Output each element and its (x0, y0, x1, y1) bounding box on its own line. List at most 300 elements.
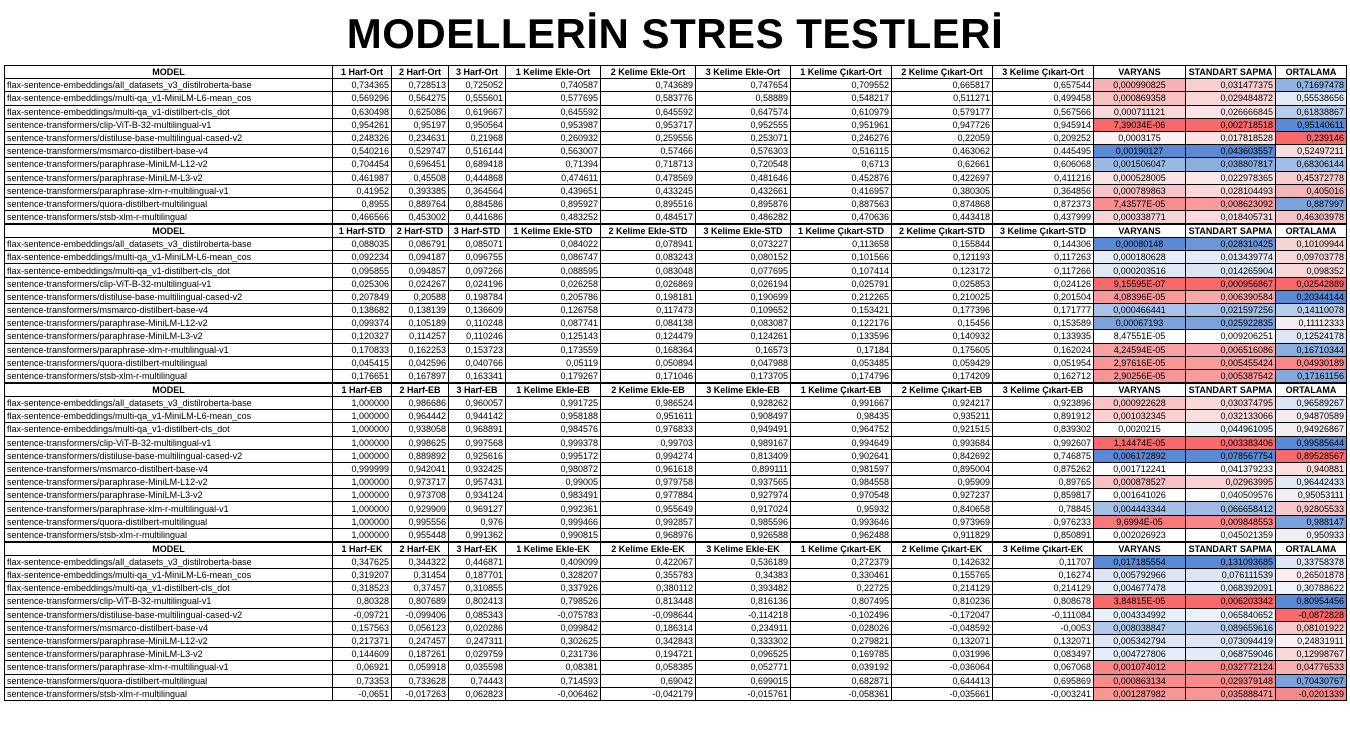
table-row (5, 304, 1347, 317)
value-cell-harf-1: 0,088035 (333, 238, 392, 251)
value-cell-harf-1: 1,000000 (333, 528, 392, 542)
value-cell-harf-2: 0,625086 (392, 105, 449, 118)
value-cell-harf-2: 0,973717 (392, 476, 449, 489)
table-row (5, 396, 1347, 409)
value-cell-kelime-cikart-1: 0,709552 (791, 79, 892, 92)
value-cell-standart-sapma: 0,073094419 (1186, 634, 1276, 647)
value-cell-standart-sapma: 0,014265904 (1186, 264, 1276, 277)
value-cell-kelime-ekle-3: 0,917024 (696, 502, 791, 515)
table-row (5, 608, 1347, 621)
value-cell-varyans: 0,001287982 (1094, 687, 1186, 700)
value-cell-ortalama: 0,30788622 (1276, 582, 1347, 595)
table-row (5, 489, 1347, 502)
value-cell-kelime-ekle-1: 0,958188 (506, 410, 601, 423)
model-name-cell: sentence-transformers/quora-distilbert-multilingual (5, 197, 333, 210)
value-cell-harf-3: 0,136609 (449, 304, 506, 317)
value-cell-kelime-cikart-1: 0,902641 (791, 449, 892, 462)
value-cell-standart-sapma: 0,000956867 (1186, 277, 1276, 290)
value-cell-kelime-cikart-3: 0,992607 (993, 436, 1094, 449)
column-header-harf-1: 1 Harf-STD (333, 224, 392, 238)
value-cell-varyans: 0,0003175 (1094, 131, 1186, 144)
column-header-harf-3: 3 Harf-STD (449, 224, 506, 238)
value-cell-kelime-ekle-3: 0,937565 (696, 476, 791, 489)
value-cell-varyans: 0,017185554 (1094, 555, 1186, 568)
model-name-cell: sentence-transformers/paraphrase-MiniLM-L3-v2 (5, 489, 333, 502)
value-cell-kelime-ekle-2: 0,355783 (601, 569, 696, 582)
value-cell-harf-1: 0,461987 (333, 171, 392, 184)
table-row (5, 197, 1347, 210)
value-cell-kelime-cikart-1: 0,964752 (791, 423, 892, 436)
table-row (5, 369, 1347, 383)
value-cell-kelime-cikart-3: 0,162024 (993, 343, 1094, 356)
table-row (5, 238, 1347, 251)
table-row (5, 211, 1347, 225)
value-cell-harf-3: 0,997568 (449, 436, 506, 449)
value-cell-standart-sapma: 0,003383406 (1186, 436, 1276, 449)
value-cell-kelime-ekle-1: 0,999378 (506, 436, 601, 449)
value-cell-kelime-cikart-2: 0,177396 (892, 304, 993, 317)
value-cell-standart-sapma: 0,006390584 (1186, 290, 1276, 303)
value-cell-varyans: 9,15595E-07 (1094, 277, 1186, 290)
column-header-kelime-ekle-3: 3 Kelime Ekle-EB (696, 383, 791, 397)
value-cell-harf-3: 0,884586 (449, 197, 506, 210)
value-cell-kelime-cikart-3: 0,872373 (993, 197, 1094, 210)
table-row (5, 687, 1347, 700)
model-name-cell: sentence-transformers/stsb-xlm-r-multilingual (5, 687, 333, 700)
value-cell-kelime-ekle-3: 0,096525 (696, 648, 791, 661)
value-cell-ortalama: 0,405016 (1276, 184, 1347, 197)
table-row (5, 462, 1347, 475)
stress-test-table (4, 65, 1347, 701)
value-cell-harf-3: 0,097266 (449, 264, 506, 277)
value-cell-ortalama: 0,45372778 (1276, 171, 1347, 184)
value-cell-harf-2: 0,086791 (392, 238, 449, 251)
value-cell-kelime-ekle-3: 0,073227 (696, 238, 791, 251)
value-cell-harf-1: 1,000000 (333, 436, 392, 449)
value-cell-kelime-cikart-1: 0,107414 (791, 264, 892, 277)
value-cell-harf-2: 0,234631 (392, 131, 449, 144)
column-header-ortalama: ORTALAMA (1276, 383, 1347, 397)
value-cell-kelime-ekle-2: 0,186314 (601, 621, 696, 634)
value-cell-kelime-ekle-2: 0,976833 (601, 423, 696, 436)
value-cell-varyans: 0,00190127 (1094, 145, 1186, 158)
value-cell-ortalama: 0,89528567 (1276, 449, 1347, 462)
value-cell-standart-sapma: 0,018405731 (1186, 211, 1276, 225)
value-cell-kelime-ekle-3: 0,576303 (696, 145, 791, 158)
value-cell-standart-sapma: 0,032772124 (1186, 661, 1276, 674)
value-cell-kelime-ekle-1: 0,984576 (506, 423, 601, 436)
value-cell-harf-1: 0,318523 (333, 582, 392, 595)
value-cell-kelime-ekle-1: 0,084022 (506, 238, 601, 251)
column-header-kelime-ekle-3: 3 Kelime Ekle-Ort (696, 66, 791, 79)
value-cell-kelime-ekle-2: 0,050894 (601, 356, 696, 369)
value-cell-ortalama: 0,988147 (1276, 515, 1347, 528)
model-name-cell: flax-sentence-embeddings/all_datasets_v3_distilroberta-base (5, 238, 333, 251)
value-cell-harf-1: 0,319207 (333, 569, 392, 582)
value-cell-standart-sapma: 0,006203342 (1186, 595, 1276, 608)
table-row (5, 661, 1347, 674)
value-cell-kelime-cikart-1: 0,330461 (791, 569, 892, 582)
value-cell-harf-1: 0,095855 (333, 264, 392, 277)
value-cell-kelime-ekle-1: 0,991725 (506, 396, 601, 409)
value-cell-kelime-ekle-2: 0,977884 (601, 489, 696, 502)
value-cell-kelime-ekle-1: 0,231736 (506, 648, 601, 661)
value-cell-kelime-cikart-3: 0,162712 (993, 369, 1094, 383)
value-cell-kelime-cikart-3: 0,117263 (993, 251, 1094, 264)
value-cell-ortalama: 0,24831911 (1276, 634, 1347, 647)
value-cell-varyans: 4,08396E-05 (1094, 290, 1186, 303)
value-cell-varyans: 0,000789863 (1094, 184, 1186, 197)
value-cell-harf-3: 0,21968 (449, 131, 506, 144)
value-cell-harf-3: 0,110246 (449, 330, 506, 343)
value-cell-harf-1: -0,0651 (333, 687, 392, 700)
column-header-varyans: VARYANS (1094, 66, 1186, 79)
table-row (5, 648, 1347, 661)
value-cell-kelime-ekle-1: 0,328207 (506, 569, 601, 582)
value-cell-kelime-ekle-2: 0,953717 (601, 118, 696, 131)
value-cell-harf-2: 0,105189 (392, 317, 449, 330)
value-cell-ortalama: 0,098352 (1276, 264, 1347, 277)
value-cell-kelime-ekle-2: 0,979758 (601, 476, 696, 489)
value-cell-varyans: 0,004727806 (1094, 648, 1186, 661)
value-cell-varyans: 0,001032345 (1094, 410, 1186, 423)
value-cell-harf-1: 0,540216 (333, 145, 392, 158)
value-cell-kelime-cikart-3: 0,976233 (993, 515, 1094, 528)
value-cell-kelime-ekle-3: 0,173705 (696, 369, 791, 383)
value-cell-kelime-ekle-3: 0,58889 (696, 92, 791, 105)
value-cell-kelime-cikart-3: 0,695869 (993, 674, 1094, 687)
value-cell-kelime-cikart-2: 0,121193 (892, 251, 993, 264)
model-name-cell: sentence-transformers/paraphrase-MiniLM-L12-v2 (5, 634, 333, 647)
column-header-kelime-cikart-1: 1 Kelime Çıkart-EK (791, 542, 892, 556)
column-header-kelime-cikart-3: 3 Kelime Çıkart-Ort (993, 66, 1094, 79)
model-name-cell: sentence-transformers/paraphrase-xlm-r-multilingual-v1 (5, 502, 333, 515)
value-cell-kelime-cikart-1: 0,246276 (791, 131, 892, 144)
value-cell-harf-2: 0,929909 (392, 502, 449, 515)
table-row (5, 79, 1347, 92)
model-name-cell: sentence-transformers/stsb-xlm-r-multilingual (5, 528, 333, 542)
value-cell-kelime-ekle-2: 0,117473 (601, 304, 696, 317)
value-cell-harf-2: 0,114257 (392, 330, 449, 343)
column-header-kelime-cikart-1: 1 Kelime Çıkart-STD (791, 224, 892, 238)
value-cell-ortalama: 0,96442433 (1276, 476, 1347, 489)
value-cell-kelime-cikart-1: 0,113658 (791, 238, 892, 251)
model-name-cell: sentence-transformers/stsb-xlm-r-multilingual (5, 211, 333, 225)
value-cell-kelime-ekle-1: 0,126758 (506, 304, 601, 317)
value-cell-varyans: 0,006172892 (1094, 449, 1186, 462)
value-cell-ortalama: 0,239146 (1276, 131, 1347, 144)
value-cell-kelime-cikart-3: 0,117266 (993, 264, 1094, 277)
value-cell-harf-3: 0,950564 (449, 118, 506, 131)
value-cell-kelime-cikart-2: 0,025853 (892, 277, 993, 290)
value-cell-kelime-cikart-3: -0,111084 (993, 608, 1094, 621)
value-cell-kelime-ekle-1: 0,71394 (506, 158, 601, 171)
value-cell-standart-sapma: 0,026666845 (1186, 105, 1276, 118)
model-name-cell: sentence-transformers/paraphrase-MiniLM-L12-v2 (5, 317, 333, 330)
value-cell-varyans: 0,000528005 (1094, 171, 1186, 184)
value-cell-kelime-cikart-3: 0,411216 (993, 171, 1094, 184)
value-cell-kelime-cikart-2: 0,142632 (892, 555, 993, 568)
value-cell-ortalama: 0,92805533 (1276, 502, 1347, 515)
value-cell-kelime-cikart-2: 0,15456 (892, 317, 993, 330)
value-cell-kelime-ekle-3: 0,083087 (696, 317, 791, 330)
model-name-cell: sentence-transformers/clip-ViT-B-32-multilingual-v1 (5, 277, 333, 290)
value-cell-kelime-ekle-3: 0,026194 (696, 277, 791, 290)
model-name-cell: sentence-transformers/paraphrase-MiniLM-L3-v2 (5, 171, 333, 184)
table-row (5, 118, 1347, 131)
value-cell-harf-2: 0,094857 (392, 264, 449, 277)
value-cell-kelime-cikart-2: 0,62661 (892, 158, 993, 171)
value-cell-kelime-ekle-3: 0,486282 (696, 211, 791, 225)
value-cell-harf-1: 1,000000 (333, 396, 392, 409)
value-cell-varyans: 0,001641026 (1094, 489, 1186, 502)
value-cell-kelime-ekle-1: 0,798526 (506, 595, 601, 608)
value-cell-standart-sapma: 0,032133066 (1186, 410, 1276, 423)
value-cell-kelime-ekle-2: 0,743689 (601, 79, 696, 92)
value-cell-kelime-ekle-2: 0,961618 (601, 462, 696, 475)
value-cell-kelime-cikart-1: 0,993646 (791, 515, 892, 528)
value-cell-standart-sapma: 0,066658412 (1186, 502, 1276, 515)
value-cell-kelime-ekle-2: 0,171046 (601, 369, 696, 383)
value-cell-ortalama: 0,70430767 (1276, 674, 1347, 687)
value-cell-harf-2: 0,162253 (392, 343, 449, 356)
column-header-kelime-ekle-2: 2 Kelime Ekle-STD (601, 224, 696, 238)
value-cell-harf-1: 0,8955 (333, 197, 392, 210)
table-row (5, 317, 1347, 330)
value-cell-kelime-ekle-1: 0,099842 (506, 621, 601, 634)
value-cell-kelime-ekle-2: 0,994274 (601, 449, 696, 462)
value-cell-kelime-cikart-1: -0,058361 (791, 687, 892, 700)
value-cell-kelime-cikart-2: 0,511271 (892, 92, 993, 105)
value-cell-kelime-cikart-3: 0,083497 (993, 648, 1094, 661)
value-cell-kelime-cikart-2: 0,174209 (892, 369, 993, 383)
value-cell-harf-1: 0,138682 (333, 304, 392, 317)
value-cell-kelime-cikart-3: 0,144306 (993, 238, 1094, 251)
value-cell-varyans: 0,000711121 (1094, 105, 1186, 118)
value-cell-kelime-cikart-2: 0,155844 (892, 238, 993, 251)
value-cell-kelime-ekle-2: 0,992857 (601, 515, 696, 528)
value-cell-harf-1: 1,000000 (333, 449, 392, 462)
value-cell-varyans: 4,24594E-05 (1094, 343, 1186, 356)
value-cell-kelime-ekle-1: 0,026258 (506, 277, 601, 290)
value-cell-varyans: 7,39034E-06 (1094, 118, 1186, 131)
value-cell-kelime-ekle-2: -0,042179 (601, 687, 696, 700)
table-row (5, 595, 1347, 608)
value-cell-harf-2: 0,529747 (392, 145, 449, 158)
value-cell-kelime-cikart-2: 0,924217 (892, 396, 993, 409)
value-cell-kelime-ekle-1: 0,337926 (506, 582, 601, 595)
value-cell-harf-2: 0,059918 (392, 661, 449, 674)
value-cell-kelime-cikart-1: 0,133596 (791, 330, 892, 343)
value-cell-kelime-cikart-3: 0,875262 (993, 462, 1094, 475)
value-cell-harf-2: 0,942041 (392, 462, 449, 475)
value-cell-kelime-cikart-3: 0,132071 (993, 634, 1094, 647)
column-header-model: MODEL (5, 224, 333, 238)
value-cell-kelime-ekle-1: 0,577695 (506, 92, 601, 105)
value-cell-harf-3: 0,029759 (449, 648, 506, 661)
value-cell-kelime-cikart-3: -0,0053 (993, 621, 1094, 634)
value-cell-kelime-cikart-3: 0,657544 (993, 79, 1094, 92)
value-cell-varyans: 0,000922628 (1094, 396, 1186, 409)
value-cell-harf-1: 0,207849 (333, 290, 392, 303)
value-cell-kelime-ekle-1: 0,645592 (506, 105, 601, 118)
value-cell-kelime-ekle-2: 0,194721 (601, 648, 696, 661)
value-cell-harf-1: 0,025306 (333, 277, 392, 290)
value-cell-harf-2: 0,995556 (392, 515, 449, 528)
value-cell-standart-sapma: 0,008623092 (1186, 197, 1276, 210)
value-cell-standart-sapma: 0,089659616 (1186, 621, 1276, 634)
value-cell-harf-3: 0,163341 (449, 369, 506, 383)
column-header-kelime-cikart-1: 1 Kelime Çıkart-EB (791, 383, 892, 397)
value-cell-kelime-cikart-2: 0,579177 (892, 105, 993, 118)
value-cell-harf-3: 0,310855 (449, 582, 506, 595)
value-cell-kelime-cikart-3: 0,445495 (993, 145, 1094, 158)
value-cell-kelime-cikart-1: 0,98435 (791, 410, 892, 423)
value-cell-kelime-ekle-1: 0,740587 (506, 79, 601, 92)
column-header-harf-2: 2 Harf-EK (392, 542, 449, 556)
value-cell-varyans: 0,000869358 (1094, 92, 1186, 105)
model-name-cell: flax-sentence-embeddings/all_datasets_v3_distilroberta-base (5, 555, 333, 568)
column-header-varyans: VARYANS (1094, 383, 1186, 397)
value-cell-kelime-cikart-3: 0,746875 (993, 449, 1094, 462)
value-cell-harf-3: 0,085343 (449, 608, 506, 621)
column-header-kelime-ekle-2: 2 Kelime Ekle-EK (601, 542, 696, 556)
value-cell-kelime-ekle-1: 0,302625 (506, 634, 601, 647)
value-cell-kelime-ekle-2: 0,951611 (601, 410, 696, 423)
value-cell-kelime-ekle-3: 0,899111 (696, 462, 791, 475)
value-cell-standart-sapma: 0,028310425 (1186, 238, 1276, 251)
value-cell-ortalama: 0,17161156 (1276, 369, 1347, 383)
value-cell-kelime-cikart-3: 0,16274 (993, 569, 1094, 582)
value-cell-harf-3: 0,035598 (449, 661, 506, 674)
table-row (5, 449, 1347, 462)
model-name-cell: sentence-transformers/msmarco-distilbert-base-v4 (5, 462, 333, 475)
value-cell-kelime-ekle-1: -0,075783 (506, 608, 601, 621)
value-cell-harf-1: 0,120327 (333, 330, 392, 343)
value-cell-kelime-ekle-2: 0,342843 (601, 634, 696, 647)
value-cell-harf-2: 0,889892 (392, 449, 449, 462)
value-cell-kelime-cikart-2: 0,947726 (892, 118, 993, 131)
table-row (5, 528, 1347, 542)
value-cell-harf-2: 0,247457 (392, 634, 449, 647)
value-cell-varyans: 2,90256E-05 (1094, 369, 1186, 383)
value-cell-kelime-cikart-3: 0,923896 (993, 396, 1094, 409)
value-cell-harf-2: 0,955448 (392, 528, 449, 542)
value-cell-harf-2: 0,31454 (392, 569, 449, 582)
model-name-cell: sentence-transformers/paraphrase-MiniLM-L3-v2 (5, 330, 333, 343)
model-name-cell: flax-sentence-embeddings/multi-qa_v1-MiniLM-L6-mean_cos (5, 410, 333, 423)
model-name-cell: sentence-transformers/distiluse-base-multilingual-cased-v2 (5, 131, 333, 144)
table-row (5, 251, 1347, 264)
model-name-cell: sentence-transformers/paraphrase-xlm-r-multilingual-v1 (5, 184, 333, 197)
value-cell-kelime-ekle-1: 0,995172 (506, 449, 601, 462)
column-header-kelime-cikart-3: 3 Kelime Çıkart-EK (993, 542, 1094, 556)
model-name-cell: sentence-transformers/stsb-xlm-r-multilingual (5, 369, 333, 383)
value-cell-kelime-ekle-2: -0,098644 (601, 608, 696, 621)
value-cell-harf-2: 0,094187 (392, 251, 449, 264)
value-cell-ortalama: 0,950933 (1276, 528, 1347, 542)
value-cell-kelime-cikart-1: 0,272379 (791, 555, 892, 568)
model-name-cell: flax-sentence-embeddings/all_datasets_v3_distilroberta-base (5, 79, 333, 92)
value-cell-ortalama: 0,04930189 (1276, 356, 1347, 369)
value-cell-harf-3: 0,725052 (449, 79, 506, 92)
value-cell-ortalama: 0,04776533 (1276, 661, 1347, 674)
value-cell-harf-2: 0,889764 (392, 197, 449, 210)
value-cell-varyans: 0,000180628 (1094, 251, 1186, 264)
value-cell-kelime-ekle-3: 0,989167 (696, 436, 791, 449)
value-cell-kelime-cikart-2: 0,874868 (892, 197, 993, 210)
value-cell-kelime-ekle-3: 0,747654 (696, 79, 791, 92)
value-cell-kelime-cikart-3: 0,11707 (993, 555, 1094, 568)
value-cell-standart-sapma: 0,021597256 (1186, 304, 1276, 317)
value-cell-kelime-ekle-2: 0,69042 (601, 674, 696, 687)
column-header-kelime-ekle-2: 2 Kelime Ekle-Ort (601, 66, 696, 79)
value-cell-harf-1: 0,569296 (333, 92, 392, 105)
value-cell-kelime-cikart-1: 0,6713 (791, 158, 892, 171)
value-cell-kelime-cikart-3: 0,051954 (993, 356, 1094, 369)
value-cell-standart-sapma: 0,013439774 (1186, 251, 1276, 264)
value-cell-harf-1: 0,73353 (333, 674, 392, 687)
column-header-standart-sapma: STANDART SAPMA (1186, 224, 1276, 238)
column-header-kelime-ekle-1: 1 Kelime Ekle-EB (506, 383, 601, 397)
value-cell-kelime-cikart-1: 0,212265 (791, 290, 892, 303)
value-cell-kelime-ekle-3: 0,895876 (696, 197, 791, 210)
value-cell-kelime-cikart-2: 0,031996 (892, 648, 993, 661)
value-cell-varyans: 0,005792966 (1094, 569, 1186, 582)
value-cell-kelime-ekle-2: 0,718713 (601, 158, 696, 171)
value-cell-kelime-ekle-3: 0,536189 (696, 555, 791, 568)
value-cell-kelime-cikart-1: 0,887563 (791, 197, 892, 210)
model-name-cell: sentence-transformers/clip-ViT-B-32-multilingual-v1 (5, 118, 333, 131)
value-cell-kelime-cikart-1: 0,452876 (791, 171, 892, 184)
value-cell-kelime-cikart-1: 0,991667 (791, 396, 892, 409)
value-cell-kelime-cikart-1: 0,951961 (791, 118, 892, 131)
value-cell-kelime-ekle-3: 0,080152 (696, 251, 791, 264)
value-cell-kelime-cikart-2: -0,172047 (892, 608, 993, 621)
value-cell-kelime-cikart-2: 0,840658 (892, 502, 993, 515)
value-cell-harf-2: 0,964442 (392, 410, 449, 423)
value-cell-varyans: 0,008038847 (1094, 621, 1186, 634)
value-cell-harf-3: 0,153723 (449, 343, 506, 356)
column-header-kelime-cikart-2: 2 Kelime Çıkart-Ort (892, 66, 993, 79)
value-cell-kelime-cikart-1: -0,102496 (791, 608, 892, 621)
value-cell-harf-1: 1,000000 (333, 423, 392, 436)
table-row (5, 502, 1347, 515)
value-cell-kelime-ekle-1: 0,474611 (506, 171, 601, 184)
value-cell-ortalama: 0,940881 (1276, 462, 1347, 475)
value-cell-harf-2: 0,453002 (392, 211, 449, 225)
value-cell-kelime-ekle-2: 0,895516 (601, 197, 696, 210)
section-header-row (5, 224, 1347, 238)
value-cell-harf-3: 0,020286 (449, 621, 506, 634)
value-cell-standart-sapma: 0,035888471 (1186, 687, 1276, 700)
value-cell-kelime-ekle-1: 0,483252 (506, 211, 601, 225)
value-cell-kelime-cikart-3: 0,89765 (993, 476, 1094, 489)
table-row (5, 410, 1347, 423)
value-cell-standart-sapma: 0,044961095 (1186, 423, 1276, 436)
table-row (5, 92, 1347, 105)
value-cell-kelime-ekle-2: 0,955649 (601, 502, 696, 515)
value-cell-ortalama: 0,20344144 (1276, 290, 1347, 303)
value-cell-kelime-cikart-2: 0,132071 (892, 634, 993, 647)
value-cell-harf-1: 0,248326 (333, 131, 392, 144)
value-cell-kelime-cikart-2: 0,059429 (892, 356, 993, 369)
value-cell-standart-sapma: 0,02963995 (1186, 476, 1276, 489)
value-cell-kelime-cikart-1: 0,516115 (791, 145, 892, 158)
value-cell-ortalama: 0,26501878 (1276, 569, 1347, 582)
value-cell-harf-2: 0,696451 (392, 158, 449, 171)
value-cell-kelime-ekle-1: 0,99005 (506, 476, 601, 489)
